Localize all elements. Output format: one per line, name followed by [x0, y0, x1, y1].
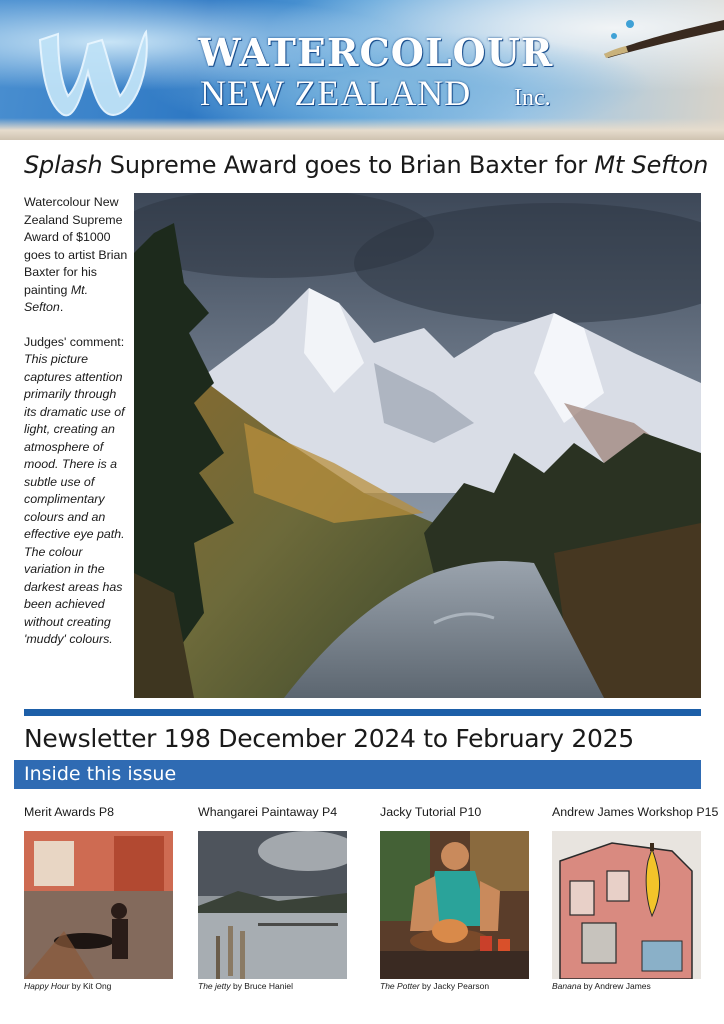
feature-title[interactable]: Jacky Tutorial P10 — [380, 805, 482, 819]
feature-thumbnail[interactable] — [198, 831, 347, 979]
feature-title[interactable]: Merit Awards P8 — [24, 805, 114, 819]
happy-hour-image — [24, 831, 173, 979]
feature-caption — [24, 981, 204, 991]
feature-andrew-james-workshop[interactable] — [552, 805, 722, 991]
caption-by: by Andrew James — [581, 981, 651, 991]
feature-thumbnail[interactable] — [24, 831, 173, 979]
caption-title: The jetty — [198, 981, 231, 991]
paper-edge — [0, 118, 724, 140]
feature-thumbnail[interactable] — [380, 831, 529, 979]
feature-title[interactable]: Andrew James Workshop P15 — [552, 805, 719, 819]
logo-w-icon — [22, 10, 162, 128]
caption-title: Banana — [552, 981, 582, 991]
section-divider — [24, 709, 701, 716]
intro-text — [24, 194, 130, 666]
banana-image — [552, 831, 701, 979]
masthead — [0, 0, 724, 140]
judges-label: Judges' comment: — [24, 334, 125, 349]
feature-caption — [198, 981, 378, 991]
brand-line1: WATERCOLOUR — [198, 30, 554, 75]
caption-by: by Kit Ong — [69, 981, 112, 991]
feature-title[interactable]: Whangarei Paintaway P4 — [198, 805, 338, 819]
feature-thumbnail[interactable] — [552, 831, 701, 979]
feature-merit-awards[interactable] — [24, 805, 194, 991]
the-potter-image — [380, 831, 529, 979]
brand-inc: Inc. — [514, 85, 551, 111]
judges-text: This picture captures attention primarily through its dramatic use of light, creating an atmosphere of mood. There is a subtle use of complimentary colours and an effective eye path. The colour variation in the darkest areas has been achieved without creating 'muddy' colours. — [24, 352, 125, 646]
caption-title: Happy Hour — [24, 981, 70, 991]
headline-middle: Supreme Award goes to Brian Baxter for — [102, 151, 595, 179]
caption-by: by Jacky Pearson — [419, 981, 490, 991]
inside-issue-label: Inside this issue — [24, 763, 177, 785]
judges-paragraph — [24, 334, 130, 649]
brand-line2: NEW ZEALAND — [200, 73, 472, 113]
inside-issue-bar — [14, 760, 701, 789]
caption-by: by Bruce Haniel — [230, 981, 293, 991]
paintbrush-icon — [600, 14, 724, 60]
the-jetty-image — [198, 831, 347, 979]
caption-title: The Potter — [380, 981, 420, 991]
feature-caption — [380, 981, 560, 991]
headline-italic-lead: Splash — [24, 151, 103, 179]
feature-caption — [552, 981, 724, 991]
newsletter-title: Newsletter 198 December 2024 to February 2025 — [24, 724, 634, 753]
headline — [24, 151, 714, 179]
award-text: Watercolour New Zealand Supreme Award of $1000 goes to artist Brian Baxter for his painting — [24, 195, 128, 297]
award-end: . — [59, 300, 64, 314]
award-paragraph — [24, 194, 130, 317]
award-painting-name: Mt. Sefton — [24, 282, 89, 314]
mountain-landscape-image — [134, 193, 701, 698]
feature-whangarei-paintaway[interactable] — [198, 805, 368, 991]
headline-italic-tail: Mt Sefton — [594, 151, 709, 179]
feature-jacky-tutorial[interactable] — [380, 805, 550, 991]
main-painting — [134, 193, 701, 698]
